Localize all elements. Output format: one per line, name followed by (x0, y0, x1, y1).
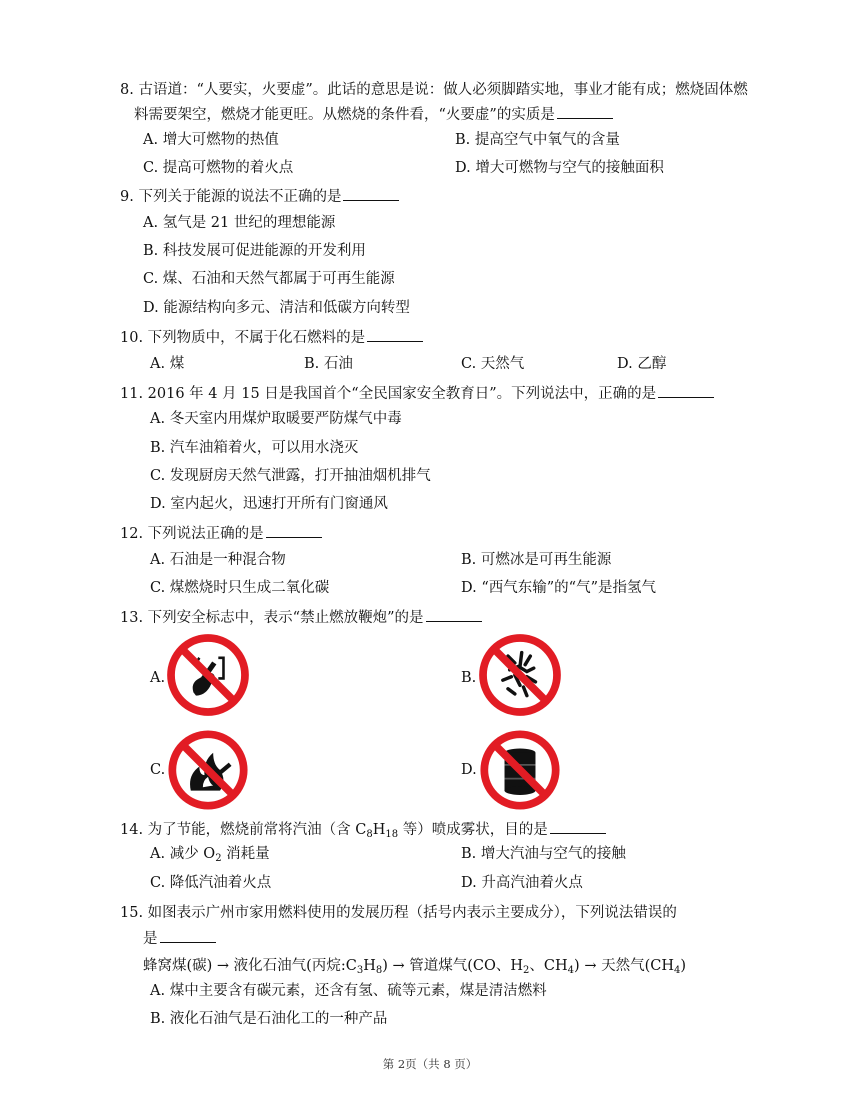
q13-option-c-label: C. (150, 762, 166, 778)
q11-stem: 11. 2016 年 4 月 15 日是我国首个“全民国家安全教育日”。下列说法中，正确的是 (120, 383, 714, 404)
q12-option-b: B. 可燃冰是可再生能源 (461, 552, 612, 568)
answer-blank[interactable] (426, 607, 482, 622)
q13-option-b-label: B. (461, 670, 477, 686)
q13-stem: 13. 下列安全标志中，表示“禁止燃放鞭炮”的是 (120, 607, 482, 628)
q10-option-d: D. 乙醇 (617, 356, 667, 372)
q14-option-a: A. 减少 $O_2$ 消耗量 (150, 846, 270, 864)
q9-option-c: C. 煤、石油和天然气都属于可再生能源 (143, 271, 395, 287)
q11-option-a: A. 冬天室内用煤炉取暖要严防煤气中毒 (150, 411, 402, 427)
q14-option-b: B. 增大汽油与空气的接触 (461, 846, 626, 862)
q14-option-c: C. 降低汽油着火点 (150, 875, 272, 891)
q8-stem-line2: 料需要架空，燃烧才能更旺。从燃烧的条件看，“火要虚”的实质是 (134, 104, 613, 125)
answer-blank[interactable] (160, 928, 216, 943)
q15-option-a: A. 煤中主要含有碳元素，还含有氢、硫等元素，煤是清洁燃料 (150, 983, 547, 999)
answer-blank[interactable] (343, 186, 399, 201)
no-open-flame-sign-icon (165, 727, 251, 813)
answer-blank[interactable] (367, 327, 423, 342)
q12-option-d: D. “西气东输”的“气”是指氢气 (461, 580, 656, 596)
q10-option-b: B. 石油 (304, 356, 353, 372)
no-oil-barrel-sign-icon (477, 727, 563, 813)
q10-stem: 10. 下列物质中，不属于化石燃料的是 (120, 327, 423, 348)
q9-option-d: D. 能源结构向多元、清洁和低碳方向转型 (143, 300, 410, 316)
q15-option-b: B. 液化石油气是石油化工的一种产品 (150, 1011, 388, 1027)
q14-option-d: D. 升高汽油着火点 (461, 875, 583, 891)
q15-stem-line2: 是 (143, 928, 216, 949)
q13-option-d-label: D. (461, 762, 477, 778)
no-smoking-sign-icon (165, 632, 251, 718)
answer-blank[interactable] (557, 104, 613, 119)
page-footer: 第 2页（共 8 页） (382, 1057, 478, 1071)
q9-option-a: A. 氢气是 21 世纪的理想能源 (143, 215, 336, 231)
q10-option-a: A. 煤 (150, 356, 185, 372)
q15-stem-line1: 15. 如图表示广州市家用燃料使用的发展历程（括号内表示主要成分），下列说法错误的 (120, 905, 677, 921)
q11-option-d: D. 室内起火，迅速打开所有门窗通风 (150, 496, 388, 512)
q11-option-b: B. 汽车油箱着火，可以用水浇灭 (150, 440, 359, 456)
q15-fuel-chain: 蜂窝煤(碳) → 液化石油气(丙烷$:C_3H_8$) → 管道煤气(CO、$H_2$、$CH_4$) → 天然气$(CH_4)$ (143, 958, 687, 976)
q12-stem: 12. 下列说法正确的是 (120, 523, 322, 544)
q12-option-c: C. 煤燃烧时只生成二氧化碳 (150, 580, 330, 596)
q9-option-b: B. 科技发展可促进能源的开发利用 (143, 243, 366, 259)
q9-stem: 9. 下列关于能源的说法不正确的是 (120, 186, 399, 207)
answer-blank[interactable] (658, 383, 714, 398)
q12-option-a: A. 石油是一种混合物 (150, 552, 286, 568)
q14-stem: 14. 为了节能，燃烧前常将汽油（含 $C_8H_{18}$ 等）喷成雾状，目的是 (120, 819, 606, 845)
q8-option-d: D. 增大可燃物与空气的接触面积 (455, 160, 664, 176)
q8-option-b: B. 提高空气中氧气的含量 (455, 132, 620, 148)
q11-option-c: C. 发现厨房天然气泄露，打开抽油烟机排气 (150, 468, 431, 484)
q10-option-c: C. 天然气 (461, 356, 525, 372)
answer-blank[interactable] (550, 819, 606, 834)
q8-option-a: A. 增大可燃物的热值 (143, 132, 279, 148)
q8-stem-line1: 8. 古语道：“人要实，火要虚”。此话的意思是说：做人必须脚踏实地，事业才能有成；燃烧固体燃 (120, 82, 748, 98)
q8-option-c: C. 提高可燃物的着火点 (143, 160, 294, 176)
answer-blank[interactable] (266, 523, 322, 538)
q13-option-a-label: A. (150, 670, 166, 686)
no-firecrackers-sign-icon (477, 632, 563, 718)
